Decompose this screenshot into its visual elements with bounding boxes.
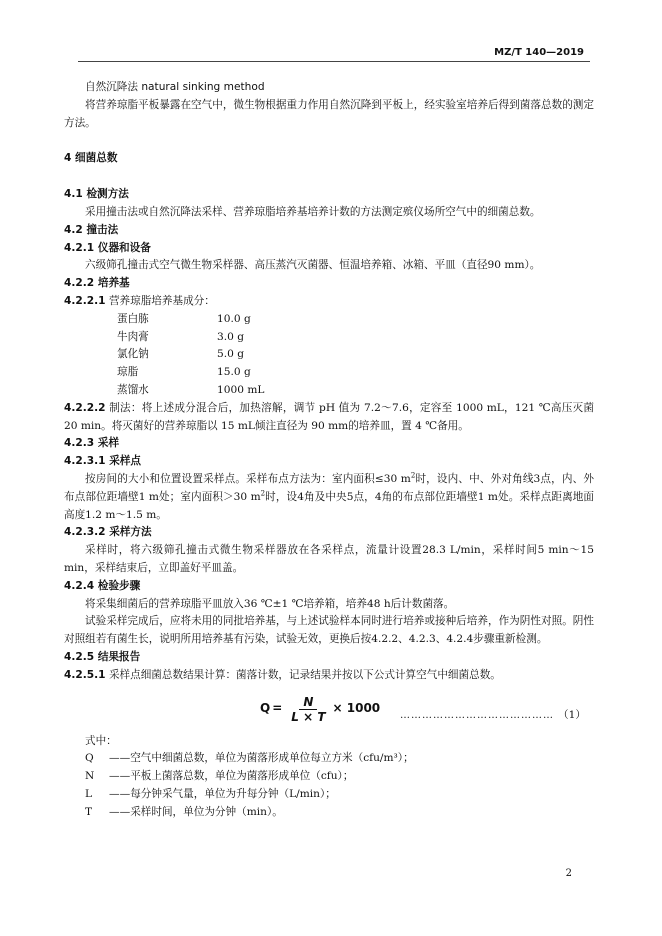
section-4-2-1-title: 4.2.1 仪器和设备	[64, 241, 151, 254]
section-4-2-3-2-text: 采样时，将六级筛孔撞击式微生物采样器放在各采样点，流量计设置28.3 L/min，采样时间5 min～15 min，采样结束后，立即盖好平皿盖。	[64, 544, 594, 574]
ingredient-row	[64, 311, 594, 329]
formula-denominator: L × T	[291, 709, 326, 724]
document-body	[64, 79, 594, 821]
section-4-2-3-1-title: 4.2.3.1 采样点	[64, 455, 142, 468]
section-4-2-2-2	[64, 400, 594, 436]
variable-row	[64, 786, 594, 804]
variable-description: ——每分钟采气量，单位为升每分钟（L/min）；	[109, 787, 336, 800]
ingredient-name: 琼脂	[117, 366, 139, 379]
page-number: 2	[565, 868, 572, 879]
section-4-2-5-title: 4.2.5 结果报告	[64, 650, 141, 663]
formula-equals: =	[272, 701, 283, 716]
formula-number: （1）	[558, 708, 586, 721]
ingredient-row	[64, 329, 594, 347]
formula-rhs: × 1000	[332, 701, 381, 716]
term-definition: 将营养琼脂平板暴露在空气中，微生物根据重力作用自然沉降到平板上，经实验室培养后得到菌落总数的测定方法。	[64, 98, 594, 129]
ingredient-name: 蛋白胨	[117, 312, 149, 325]
formula-1	[64, 693, 594, 729]
ingredient-row	[64, 364, 594, 382]
section-4-2-5-1-text: 采样点细菌总数结果计算：菌落计数，记录结果并按以下公式计算空气中细菌总数。	[108, 668, 501, 681]
section-4-1-title: 4.1 检测方法	[64, 188, 129, 201]
variable-symbol: L	[85, 787, 93, 800]
ingredient-row	[64, 382, 594, 400]
section-4-2-5-1	[64, 667, 594, 685]
term-title: 自然沉降法 natural sinking method	[85, 81, 265, 93]
section-4-2-title: 4.2 撞击法	[64, 223, 119, 236]
variable-description: ——平板上菌落总数，单位为菌落形成单位（cfu）；	[109, 770, 354, 783]
formula-numerator: N	[299, 695, 317, 710]
section-4-2-1-text: 六级筛孔撞击式空气微生物采样器、高压蒸汽灭菌器、恒温培养箱、冰箱、平皿（直径90 mm）。	[85, 259, 541, 272]
ingredient-amount: 5.0 g	[217, 348, 244, 361]
variable-row	[64, 750, 594, 768]
variable-symbol: Q	[85, 752, 94, 765]
ingredient-amount: 3.0 g	[217, 330, 244, 343]
section-4-2-3-title: 4.2.3 采样	[64, 437, 120, 450]
variable-symbol: N	[85, 770, 95, 783]
header-divider	[78, 61, 590, 62]
ingredient-name: 牛肉膏	[117, 330, 149, 343]
variable-description: ——采样时间，单位为分钟（min）。	[109, 805, 283, 818]
section-4-2-4-text-2: 试验采样完成后，应将未用的同批培养基，与上述试验样本同时进行培养或接种后培养，作为阴性对照。阴性对照组若有菌生长，说明所用培养基有污染，试验无效，更换后按4.2.2、4.2.3、4.2.4步骤重新检测。	[64, 615, 594, 646]
section-4-2-4-text-1: 将采集细菌后的营养琼脂平皿放入36 ℃±1 ℃培养箱，培养48 h后计数菌落。	[85, 597, 455, 610]
section-4-2-2-2-text: 制法：将上述成分混合后，加热溶解，调节 pH 值为 7.2～7.6，定容至 1000 mL，121 ℃高压灭菌 20 min。将灭菌好的营养琼脂以 15 mL倾注直径为 90 mm的培养皿，置 4 ℃备用。	[64, 401, 595, 432]
formula-expression	[260, 695, 380, 724]
section-4-2-3-2-title: 4.2.3.2 采样方法	[64, 526, 152, 539]
ingredient-amount: 1000 mL	[217, 383, 265, 396]
section-4-2-2-1	[64, 293, 594, 311]
section-4-2-2-2-number: 4.2.2.2	[64, 401, 106, 414]
ingredient-row	[64, 346, 594, 364]
formula-leader-dots: ……………………………………	[400, 709, 554, 721]
section-4-1-text: 采用撞击法或自然沉降法采样、营养琼脂培养基培养计数的方法测定殡仪场所空气中的细菌总数。	[85, 205, 541, 218]
variable-description: ——空气中细菌总数，单位为菌落形成单位每立方米（cfu/m³）；	[109, 752, 414, 765]
variable-symbol: T	[85, 805, 93, 818]
ingredient-name: 蒸馏水	[117, 383, 149, 396]
ingredient-amount: 10.0 g	[217, 312, 251, 325]
variable-row	[64, 768, 594, 786]
variable-row	[64, 804, 594, 822]
section-4-2-2-1-number: 4.2.2.1	[64, 294, 106, 307]
formula-lhs: Q	[260, 701, 271, 716]
formula-fraction	[287, 695, 329, 724]
standard-code: MZ/T 140—2019	[494, 47, 584, 58]
section-4-2-3-1-text: 按房间的大小和位置设置采样点。采样布点方法为：室内面积≤30 $m^2$时，设内、中、外对角线3点，内、外布点部位距墙壁1 m处；室内面积＞30 $m^2$时，设4角及中央5点，4角的布点部位距墙壁1 m处。采样点距离地面高度1.2 m～1.5 m。	[64, 471, 595, 521]
section-4-2-5-1-number: 4.2.5.1	[64, 668, 106, 681]
section-4-title: 4 细菌总数	[64, 152, 118, 165]
section-4-2-4-title: 4.2.4 检验步骤	[64, 579, 141, 592]
where-label: 式中：	[85, 734, 117, 747]
section-4-2-2-1-text: 营养琼脂培养基成分：	[108, 294, 215, 307]
section-4-2-2-title: 4.2.2 培养基	[64, 277, 130, 290]
ingredient-name: 氯化钠	[117, 348, 149, 361]
ingredient-amount: 15.0 g	[217, 366, 251, 379]
